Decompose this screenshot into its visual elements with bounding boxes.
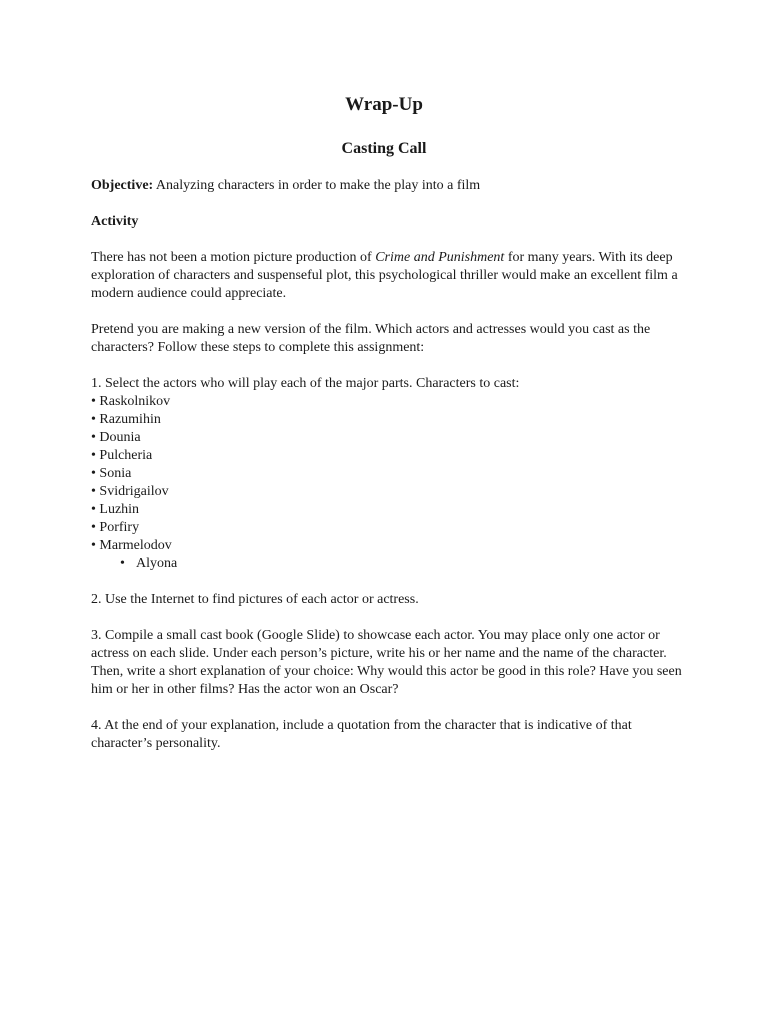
list-item: • Porfiry bbox=[91, 520, 140, 535]
list-item: • Sonia bbox=[91, 466, 132, 481]
intro-before: There has not been a motion picture production of bbox=[91, 250, 376, 265]
list-item: • Marmelodov bbox=[91, 538, 172, 553]
step-2: 2. Use the Internet to find pictures of each actor or actress. bbox=[91, 592, 419, 607]
character-list bbox=[91, 393, 691, 555]
step-3: 3. Compile a small cast book (Google Slide) to showcase each actor. You may place only one actor or actress on each slide. Under each person’s picture, write his or her name and the name of the character. Then, write a short explanation of your choice: Why would this actor be good in this role? Have you seen him or her in other films? Has the actor won an Oscar? bbox=[91, 628, 682, 697]
step-4: 4. At the end of your explanation, include a quotation from the character that is indicative of that character’s personality. bbox=[91, 718, 632, 751]
intro-after: for many years. With its deep exploration of characters and suspenseful plot, this psychological thriller would make an excellent film a modern audience could appreciate. bbox=[91, 250, 678, 301]
list-item: • Razumihin bbox=[91, 412, 161, 427]
activity-heading: Activity bbox=[91, 214, 139, 229]
list-item: • Raskolnikov bbox=[91, 394, 171, 409]
pretend-paragraph: Pretend you are making a new version of the film. Which actors and actresses would you cast as the characters? Follow these steps to complete this assignment: bbox=[91, 322, 651, 355]
book-title: Crime and Punishment bbox=[375, 250, 505, 265]
objective-paragraph bbox=[91, 177, 691, 195]
intro-paragraph bbox=[91, 249, 691, 303]
objective-text: Analyzing characters in order to make the play into a film bbox=[153, 178, 481, 193]
step-1: 1. Select the actors who will play each of the major parts. Characters to cast: bbox=[91, 376, 520, 391]
list-item: • Svidrigailov bbox=[91, 484, 169, 499]
list-item: • Alyona bbox=[136, 555, 691, 573]
page-subtitle: Casting Call bbox=[341, 140, 427, 157]
list-item: • Luzhin bbox=[91, 502, 140, 517]
sub-character-list bbox=[91, 555, 691, 573]
list-item: • Dounia bbox=[91, 430, 141, 445]
list-item: • Pulcheria bbox=[91, 448, 153, 463]
page-title: Wrap-Up bbox=[345, 94, 423, 115]
objective-label: Objective: bbox=[91, 178, 154, 193]
document-body bbox=[91, 177, 691, 753]
